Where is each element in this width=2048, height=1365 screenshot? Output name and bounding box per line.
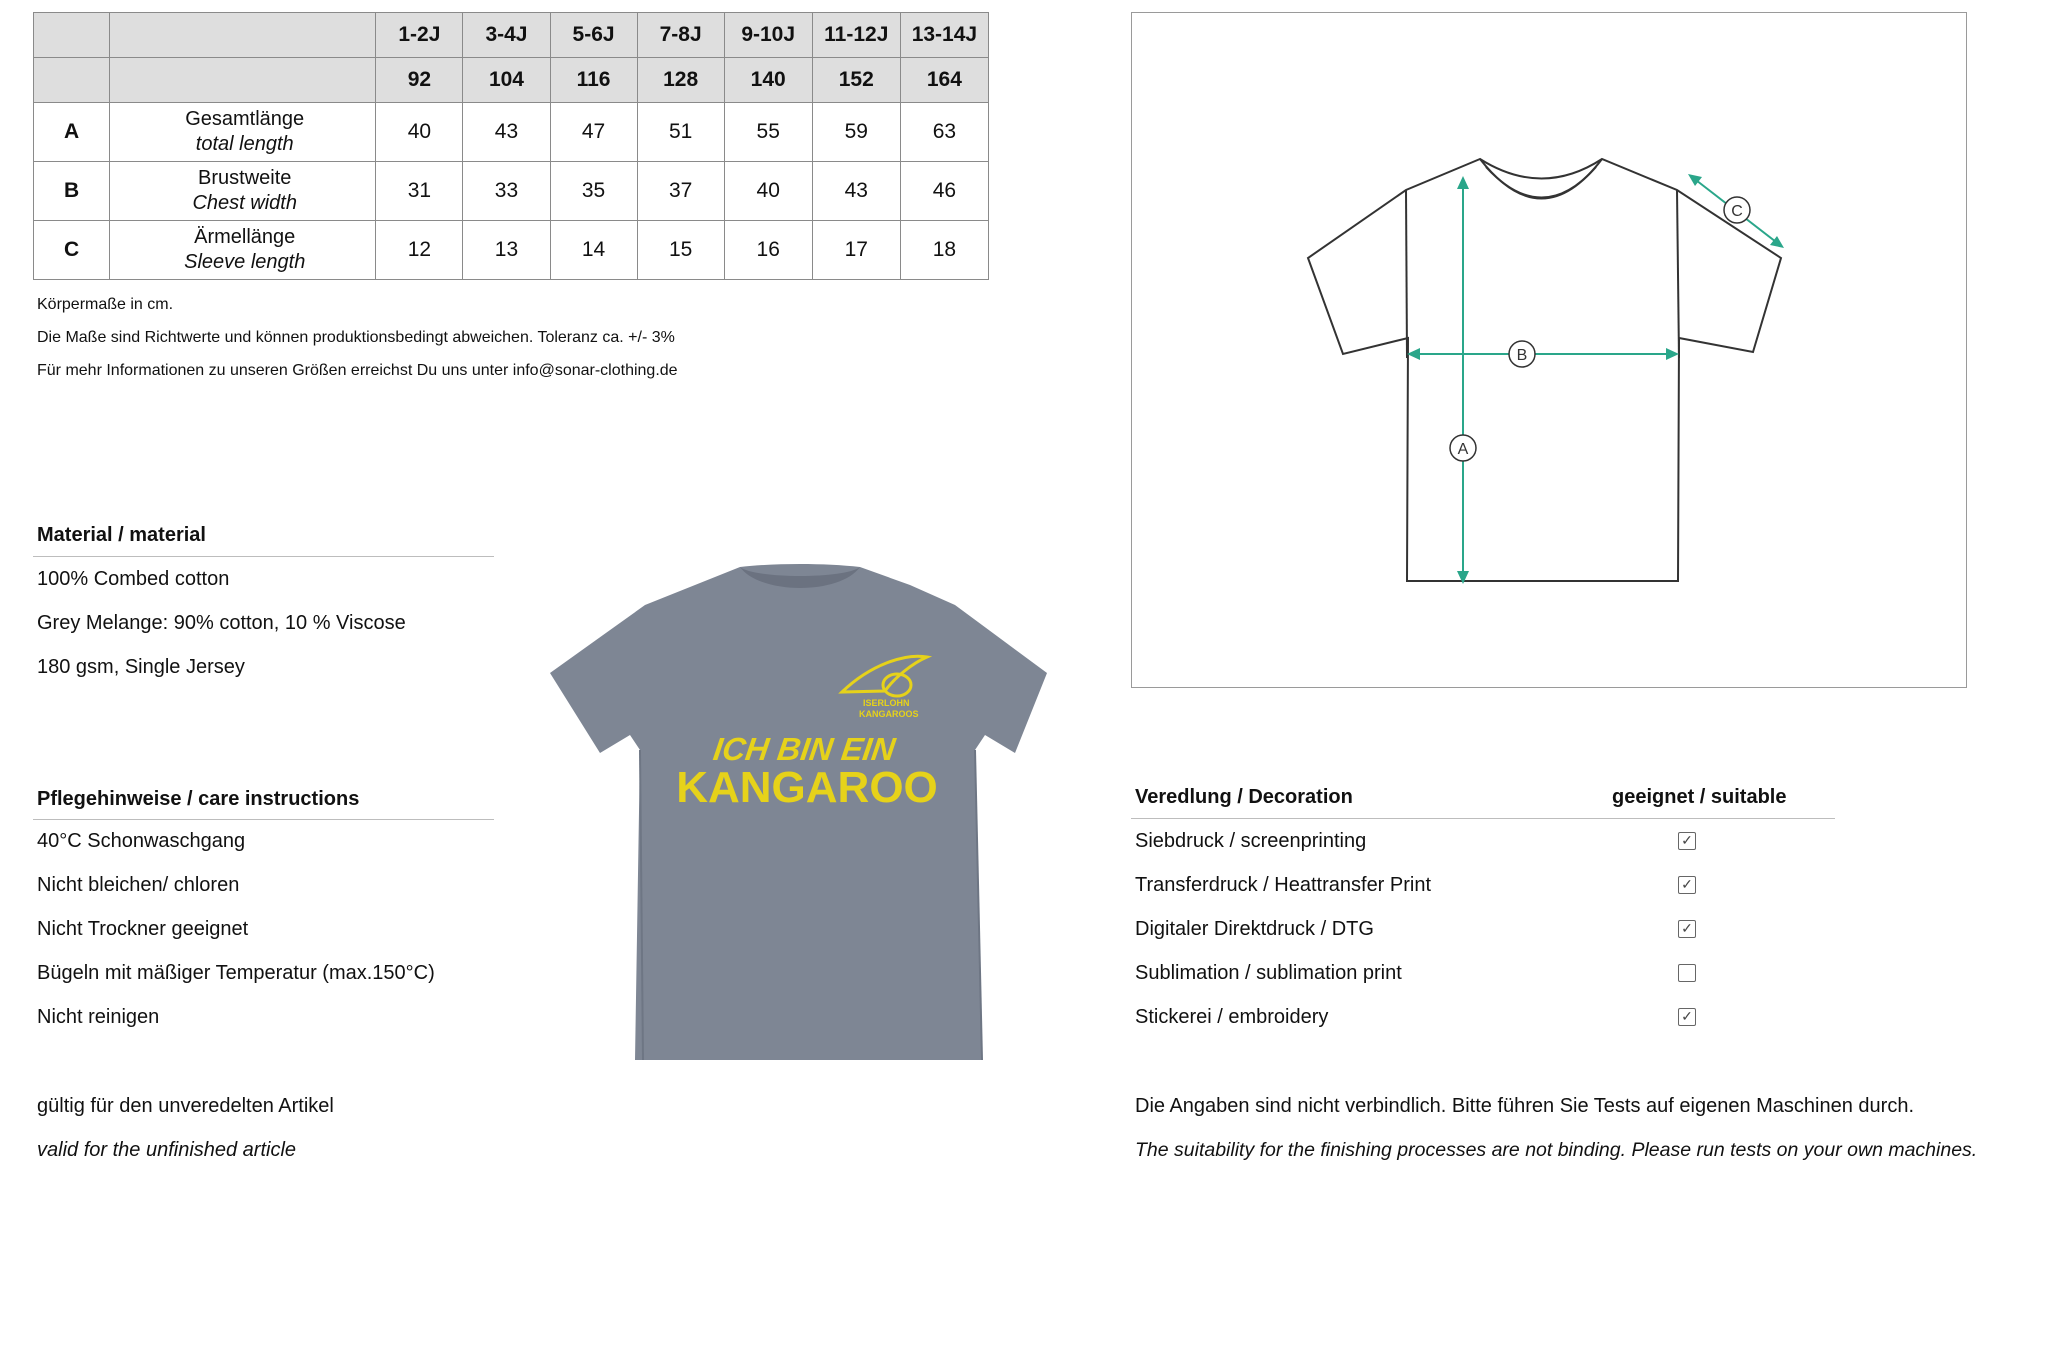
table-cell: 59 [812, 103, 900, 162]
size-header: 1-2J [376, 13, 463, 58]
table-cell: 12 [376, 221, 463, 280]
height-header: 116 [550, 58, 637, 103]
decoration-item-label: Transferdruck / Heattransfer Print [1135, 874, 1432, 896]
table-cell: 43 [812, 162, 900, 221]
table-cell: 37 [637, 162, 724, 221]
size-header: 11-12J [812, 13, 900, 58]
table-cell: 47 [550, 103, 637, 162]
decoration-item-label: Stickerei / embroidery [1135, 1006, 1329, 1028]
measure-label-c [1724, 197, 1750, 223]
height-header: 92 [376, 58, 463, 103]
row-label [110, 162, 376, 221]
disclaimer-de: Die Angaben sind nicht verbindlich. Bitte führen Sie Tests auf eigenen Maschinen durch. [1135, 1095, 1915, 1117]
suitable-title: geeignet / suitable [1612, 786, 1787, 808]
validity-de: gültig für den unveredelten Artikel [37, 1095, 334, 1117]
row-label [110, 221, 376, 280]
size-table [33, 12, 989, 280]
size-header: 7-8J [637, 13, 724, 58]
care-divider [33, 819, 494, 820]
size-header-row [34, 13, 989, 58]
size-header: 5-6J [550, 13, 637, 58]
label-a: A [1457, 441, 1469, 458]
height-header: 152 [812, 58, 900, 103]
row-label-en: total length [195, 133, 294, 155]
size-header: 13-14J [900, 13, 988, 58]
logo-text-bottom: KANGAROOS [859, 709, 919, 719]
row-label [110, 103, 376, 162]
disclaimer-en: The suitability for the finishing processes are not binding. Please run tests on your own machines. [1135, 1139, 1978, 1161]
check-icon: ✓ [1681, 1008, 1693, 1024]
header-blank-cell [34, 58, 110, 103]
material-line: 180 gsm, Single Jersey [37, 656, 245, 678]
decoration-item-label: Sublimation / sublimation print [1135, 962, 1402, 984]
table-cell: 40 [376, 103, 463, 162]
table-cell: 17 [812, 221, 900, 280]
care-line: Nicht reinigen [37, 1006, 160, 1028]
table-cell: 16 [724, 221, 812, 280]
table-cell: 33 [463, 162, 550, 221]
print-line-1: ICH BIN EIN [711, 731, 898, 767]
table-cell: 63 [900, 103, 988, 162]
height-header: 104 [463, 58, 550, 103]
table-cell: 14 [550, 221, 637, 280]
measure-lines [1407, 174, 1784, 584]
measure-label-a [1450, 435, 1476, 461]
size-header: 9-10J [724, 13, 812, 58]
row-letter: B [34, 162, 110, 221]
decoration-item-label: Siebdruck / screenprinting [1135, 830, 1367, 852]
check-icon: ✓ [1681, 920, 1693, 936]
table-cell: 43 [463, 103, 550, 162]
header-blank-cell [34, 13, 110, 58]
product-tshirt-image [545, 545, 1055, 1070]
care-title: Pflegehinweise / care instructions [37, 788, 360, 810]
table-row-sleeve-length [34, 221, 989, 280]
material-divider [33, 556, 494, 557]
care-line: Bügeln mit mäßiger Temperatur (max.150°C) [37, 962, 435, 984]
check-icon: ✓ [1681, 832, 1693, 848]
row-letter: C [34, 221, 110, 280]
table-cell: 35 [550, 162, 637, 221]
material-title: Material / material [37, 524, 206, 546]
note-contact: Für mehr Informationen zu unseren Größen erreichst Du uns unter info@sonar-clothing.de [37, 362, 678, 379]
header-blank-cell [110, 13, 376, 58]
size-header: 3-4J [463, 13, 550, 58]
tshirt-outline [1308, 159, 1781, 581]
check-icon: ✓ [1681, 876, 1693, 892]
table-cell: 51 [637, 103, 724, 162]
table-cell: 40 [724, 162, 812, 221]
care-line: Nicht Trockner geeignet [37, 918, 249, 940]
decoration-title: Veredlung / Decoration [1135, 786, 1353, 808]
height-header: 164 [900, 58, 988, 103]
table-cell: 46 [900, 162, 988, 221]
row-label-de: Brustweite [198, 167, 292, 189]
table-cell: 31 [376, 162, 463, 221]
checkbox-dtg[interactable] [1678, 920, 1696, 938]
material-line: Grey Melange: 90% cotton, 10 % Viscose [37, 612, 406, 634]
row-label-en: Chest width [192, 192, 297, 214]
table-cell: 15 [637, 221, 724, 280]
height-header-row [34, 58, 989, 103]
logo-text-top: ISERLOHN [863, 698, 910, 708]
label-b: B [1516, 347, 1528, 364]
table-row-chest-width [34, 162, 989, 221]
material-line: 100% Combed cotton [37, 568, 230, 590]
tshirt-outline-diagram [1132, 13, 1966, 687]
care-line: Nicht bleichen/ chloren [37, 874, 240, 896]
table-cell: 18 [900, 221, 988, 280]
print-line-2: KANGAROO [676, 763, 938, 812]
row-label-de: Ärmellänge [194, 226, 296, 248]
height-header: 128 [637, 58, 724, 103]
note-tolerance: Die Maße sind Richtwerte und können produktionsbedingt abweichen. Toleranz ca. +/- 3% [37, 329, 675, 346]
table-row-total-length [34, 103, 989, 162]
header-blank-cell [110, 58, 376, 103]
measure-label-b [1509, 341, 1535, 367]
checkbox-screenprinting[interactable] [1678, 832, 1696, 850]
decoration-divider [1131, 818, 1835, 819]
row-label-de: Gesamtlänge [185, 108, 305, 130]
measurement-diagram [1131, 12, 1967, 688]
tshirt-body [550, 564, 1047, 1060]
row-letter: A [34, 103, 110, 162]
decoration-item-label: Digitaler Direktdruck / DTG [1135, 918, 1374, 940]
care-line: 40°C Schonwaschgang [37, 830, 246, 852]
checkbox-sublimation[interactable] [1678, 964, 1696, 982]
row-label-en: Sleeve length [184, 251, 306, 273]
table-cell: 13 [463, 221, 550, 280]
checkbox-embroidery[interactable] [1678, 1008, 1696, 1026]
checkbox-heattransfer[interactable] [1678, 876, 1696, 894]
validity-en: valid for the unfinished article [37, 1139, 297, 1161]
table-cell: 55 [724, 103, 812, 162]
height-header: 140 [724, 58, 812, 103]
note-body-measurements: Körpermaße in cm. [37, 296, 174, 313]
label-c: C [1731, 203, 1743, 220]
